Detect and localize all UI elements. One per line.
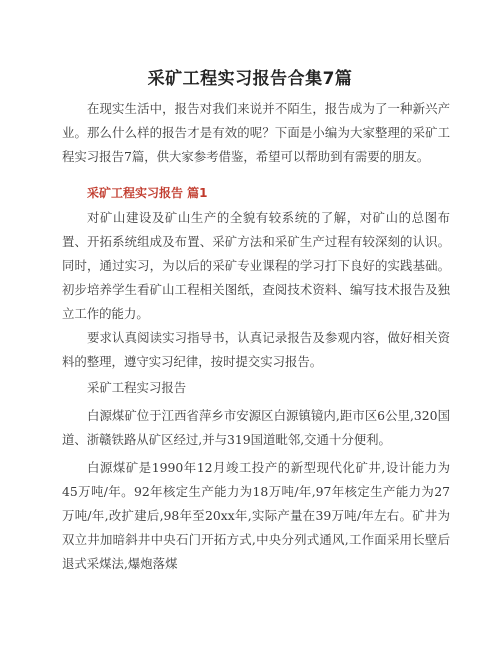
section-heading: 采矿工程实习报告 篇1 [87, 186, 208, 200]
body-paragraph-2: 白源煤矿是1990年12月竣工投产的新型现代化矿井,设计能力为45万吨/年。92年核定生产能力为18万吨/年,97年核定生产能力为27万吨/年,改扩建后,98年至20xx年,实际产量在39万吨/年左右。矿井为双立井加暗斜井中央石门开拓方式,中央分列式通风,工作面采用长壁后退式采煤法,爆炮落煤 [62, 460, 450, 571]
sub-heading: 采矿工程实习报告 [87, 380, 187, 395]
intro-paragraph: 在现实生活中，报告对我们来说并不陌生，报告成为了一种新兴产业。那么什么样的报告才是有效的呢？下面是小编为大家整理的采矿工程实习报告7篇，供大家参考借鉴，希望可以帮助到有需要的朋友。 [62, 101, 450, 164]
document-title: 采矿工程实习报告合集7篇 [147, 69, 353, 89]
body-paragraph-1: 白源煤矿位于江西省萍乡市安源区白源镇镜内,距市区6公里,320国道、浙赣铁路从矿区经过,并与319国道毗邻,交通十分便利。 [62, 408, 450, 447]
section-paragraph-2: 要求认真阅读实习指导书，认真记录报告及参观内容，做好相关资料的整理，遵守实习纪律，按时提交实习报告。 [62, 330, 450, 369]
section-paragraph-1: 对矿山建设及矿山生产的全貌有较系统的了解，对矿山的总图布置、开拓系统组成及布置、采矿方法和采矿生产过程有较深刻的认识。同时，通过实习，为以后的采矿专业课程的学习打下良好的实践基础。初步培养学生看矿山工程相关图纸，查阅技术资料、编写技术报告及独立工作的能力。 [62, 210, 450, 321]
